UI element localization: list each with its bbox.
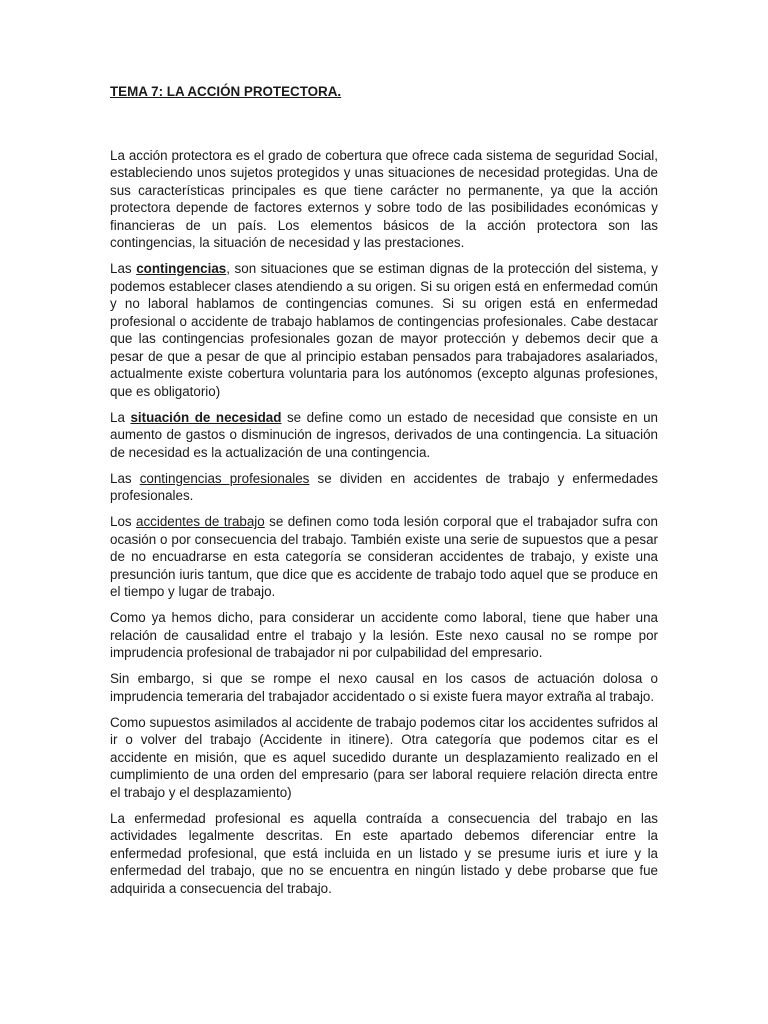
paragraph-contingencias-profesionales (110, 470, 658, 505)
paragraph-contingencias-post: , son situaciones que se estiman dignas de la protección del sistema, y podemos establecer clases atendiendo a su origen. Si su origen está en enfermedad común y no laboral hablamos de contingencias comunes. Si su origen está en enfermedad profesional o accidente de trabajo hablamos de contingencias profesionales. Cabe destacar que las contingencias profesionales gozan de mayor protección y debemos decir que a pesar de que a pesar de que al principio estaban pensados para trabajadores asalariados, actualmente existe cobertura voluntaria para los autónomos (excepto algunas profesiones, que es obligatorio) (110, 261, 659, 399)
term-accidentes-trabajo: accidentes de trabajo (136, 514, 265, 529)
term-contingencias-profesionales: contingencias profesionales (139, 470, 310, 486)
paragraph-enfermedad-profesional: La enfermedad profesional es aquella contraída a consecuencia del trabajo en las actividades legalmente descritas. En este apartado debemos diferenciar entre la enfermedad profesional, que está incluida en un listado y se presume iuris et iure y la enfermedad del trabajo, que no se encuentra en ningún listado y debe probarse que fue adquirida a consecuencia del trabajo. (110, 810, 658, 896)
document-body (110, 83, 658, 906)
paragraph-contingencias-prof-pre: Las (110, 470, 140, 486)
paragraph-intro: La acción protectora es el grado de cobertura que ofrece cada sistema de seguridad Social, estableciendo unos sujetos protegidos y unas situaciones de necesidad protegidas. Una de sus características principales es que tiene carácter no permanente, ya que la acción protectora depende de factores externos y sobre todo de las posibilidades económicas y financieras de un país. Los elementos básicos de la acción protectora son las contingencias, la situación de necesidad y las prestaciones. (110, 147, 658, 250)
term-situacion-necesidad: situación de necesidad (130, 409, 282, 425)
paragraph-nexo-causal: Sin embargo, si que se rompe el nexo causal en los casos de actuación dolosa o imprudencia temeraria del trabajador accidentado o si existe fuera mayor extraña al trabajo. (110, 671, 658, 704)
paragraph-supuestos-asimilados: Como supuestos asimilados al accidente de trabajo podemos citar los accidentes sufridos al ir o volver del trabajo (Accidente in itinere). Otra categoría que podemos citar es el accidente en misión, que es aquel sucedido durante un desplazamiento realizado en el cumplimiento de una orden del empresario (para ser laboral requiere relación directa entre el trabajo y el desplazamiento) (110, 714, 658, 800)
paragraph-contingencias-prof-post: se dividen en accidentes de trabajo y enfermedades profesionales. (110, 470, 658, 503)
paragraph-relacion-causalidad: Como ya hemos dicho, para considerar un accidente como laboral, tiene que haber una relación de causalidad entre el trabajo y la lesión. Este nexo causal no se rompe por imprudencia profesional de trabajador ni por culpabilidad del empresario. (110, 610, 658, 660)
paragraph-situacion-post: se define como un estado de necesidad que consiste en un aumento de gastos o disminución de ingresos, derivados de una contingencia. La situación de necesidad es la actualización de una contingencia. (110, 409, 658, 460)
term-contingencias: contingencias (136, 261, 227, 276)
paragraph-accidentes-trabajo (110, 513, 658, 601)
document-title: TEMA 7: LA ACCIÓN PROTECTORA. (110, 84, 342, 99)
paragraph-situacion-pre: La (110, 409, 131, 425)
paragraph-contingencias-pre: Las (110, 261, 137, 276)
paragraph-accidentes-pre: Los (110, 514, 137, 529)
paragraph-accidentes-post: se definen como toda lesión corporal que el trabajador sufra con ocasión o por consecuencia del trabajo. También existe una serie de supuestos que a pesar de no encuadrarse en esta categoría se consideran accidentes de trabajo, y existe una presunción iuris tantum, que dice que es accidente de trabajo todo aquel que se produce en el tiempo y lugar de trabajo. (110, 514, 659, 599)
paragraph-situacion-necesidad (110, 409, 658, 462)
paragraph-contingencias (110, 260, 658, 400)
